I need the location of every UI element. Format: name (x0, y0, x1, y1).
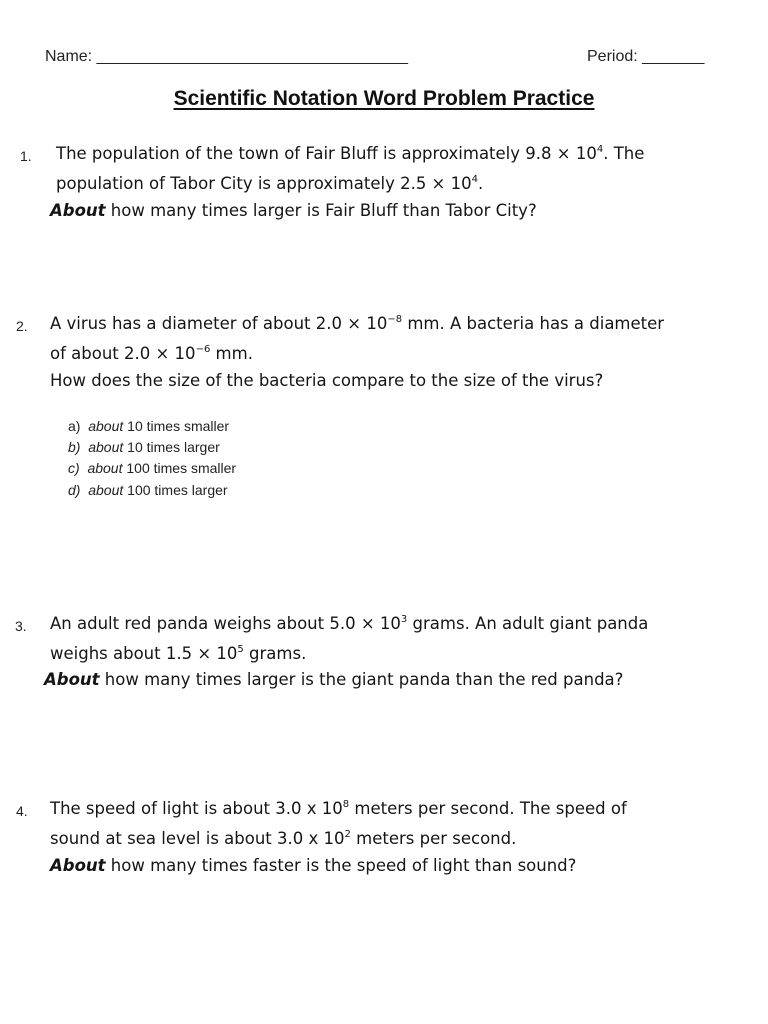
exponent: 4 (471, 174, 479, 185)
question-number: 2. (16, 318, 28, 334)
question-text-line: weighs about $1.5 \times 10^5$ grams. (50, 644, 307, 663)
question-text-line: The population of the town of Fair Bluff is approximately $9.8 \times 10^4$. The (56, 144, 645, 163)
question-prompt: About how many times faster is the speed of light than sound? (50, 856, 577, 875)
period-field-label: Period: _______ (587, 48, 705, 65)
answer-option-a[interactable]: a) about 10 times smaller (68, 418, 230, 434)
answer-option-b[interactable]: b) about 10 times larger (68, 439, 220, 455)
name-field-label: Name: ___________________________________ (45, 48, 409, 65)
question-prompt: About how many times larger is the giant panda than the red panda? (44, 670, 624, 689)
exponent: 8 (342, 799, 350, 810)
question-text-line: population of Tabor City is approximately $2.5 \times 10^4$. (56, 174, 484, 193)
question-text-line: A virus has a diameter of about $2.0 \times 10^{-8}$ mm. A bacteria has a diameter (50, 314, 665, 333)
question-text-line: An adult red panda weighs about $5.0 \times 10^3$ grams. An adult giant panda (50, 614, 649, 633)
exponent: 4 (596, 144, 604, 155)
question-prompt: How does the size of the bacteria compare to the size of the virus? (50, 371, 604, 390)
exponent: −6 (195, 344, 211, 355)
question-text-line: The speed of light is about 3.0 x $10^8$ meters per second. The speed of (50, 799, 627, 818)
question-text-line: of about $2.0 \times 10^{-6}$ mm. (50, 344, 253, 363)
answer-option-c[interactable]: c) about 100 times smaller (68, 460, 237, 476)
question-prompt: About how many times larger is Fair Bluff than Tabor City? (50, 201, 537, 220)
page-title: Scientific Notation Word Problem Practice (173, 87, 595, 110)
answer-option-d[interactable]: d) about 100 times larger (68, 482, 228, 498)
question-number: 3. (15, 618, 27, 634)
exponent: 2 (344, 829, 351, 840)
exponent: 3 (400, 614, 408, 625)
question-text-line: sound at sea level is about 3.0 x $10^2$ meters per second. (50, 829, 517, 848)
question-number: 4. (16, 803, 28, 819)
question-number: 1. (20, 148, 32, 164)
exponent: −8 (387, 314, 403, 325)
exponent: 5 (237, 644, 244, 655)
